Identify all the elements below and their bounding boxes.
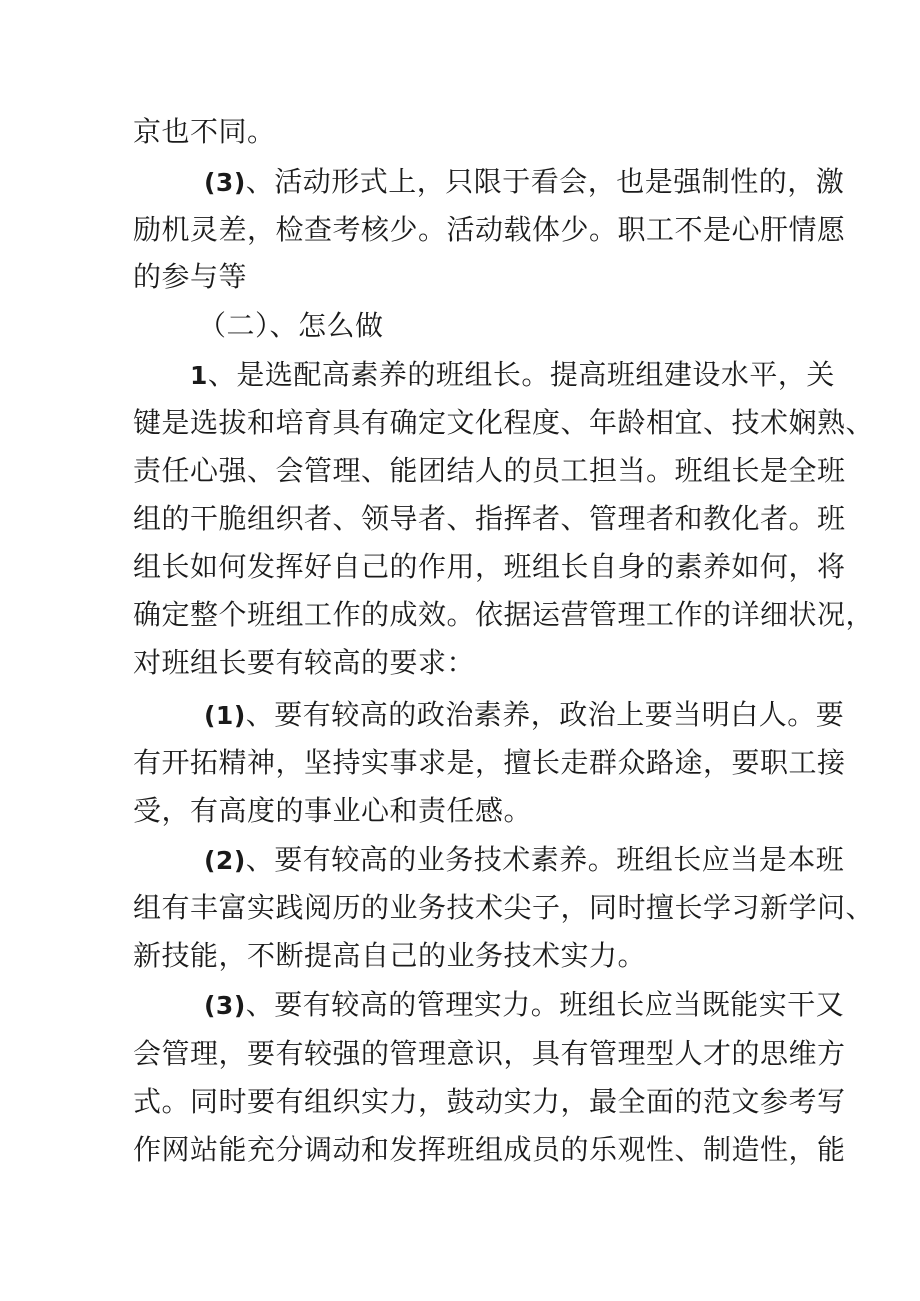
- paragraph-line: 新技能，不断提高自己的业务技术实力。: [133, 939, 647, 972]
- item-number: (3): [204, 991, 246, 1020]
- item-number: (2): [204, 846, 246, 875]
- paragraph-line: 会管理，要有较强的管理意识，具有管理型人才的思维方: [133, 1037, 846, 1070]
- paragraph-line: 式。同时要有组织实力，鼓动实力，最全面的范文参考写: [133, 1085, 846, 1118]
- paragraph-line: 责任心强、会管理、能团结人的员工担当。班组长是全班: [133, 454, 846, 487]
- item-number: 1: [190, 361, 208, 390]
- paragraph-first-line: (3)、活动形式上，只限于看会，也是强制性的，激: [204, 165, 845, 198]
- paragraph-line: 有开拓精神，坚持实事求是，擅长走群众路途，要职工接: [133, 746, 846, 779]
- paragraph-line: 的参与等: [133, 260, 248, 293]
- paragraph-line: 受，有高度的事业心和责任感。: [133, 794, 533, 827]
- paragraph-line: 组有丰富实践阅历的业务技术尖子，同时擅长学习新学问、: [133, 891, 875, 924]
- paragraph-line: 键是选拔和培育具有确定文化程度、年龄相宜、技术娴熟、: [133, 406, 875, 439]
- paragraph-first-line: (3)、要有较高的管理实力。班组长应当既能实干又: [204, 988, 845, 1021]
- section-heading: （二）、怎么做: [198, 309, 384, 342]
- item-number: (3): [204, 168, 246, 197]
- paragraph-line: 京也不同。: [133, 115, 276, 148]
- paragraph-line: 组长如何发挥好自己的作用，班组长自身的素养如何，将: [133, 550, 846, 583]
- paragraph-first-line: (1)、要有较高的政治素养，政治上要当明白人。要: [204, 698, 845, 731]
- paragraph-first-line: (2)、要有较高的业务技术素养。班组长应当是本班: [204, 843, 845, 876]
- item-number: (1): [204, 701, 246, 730]
- paragraph-line: 确定整个班组工作的成效。依据运营管理工作的详细状况，: [133, 598, 875, 631]
- paragraph-line: 励机灵差，检查考核少。活动载体少。职工不是心肝情愿: [133, 213, 846, 246]
- paragraph-line: 对班组长要有较高的要求：: [133, 646, 476, 679]
- paragraph-first-line: 1、是选配高素养的班组长。提高班组建设水平，关: [190, 358, 835, 391]
- paragraph-line: 作网站能充分调动和发挥班组成员的乐观性、制造性，能: [133, 1133, 846, 1166]
- paragraph-line: 组的干脆组织者、领导者、指挥者、管理者和教化者。班: [133, 502, 846, 535]
